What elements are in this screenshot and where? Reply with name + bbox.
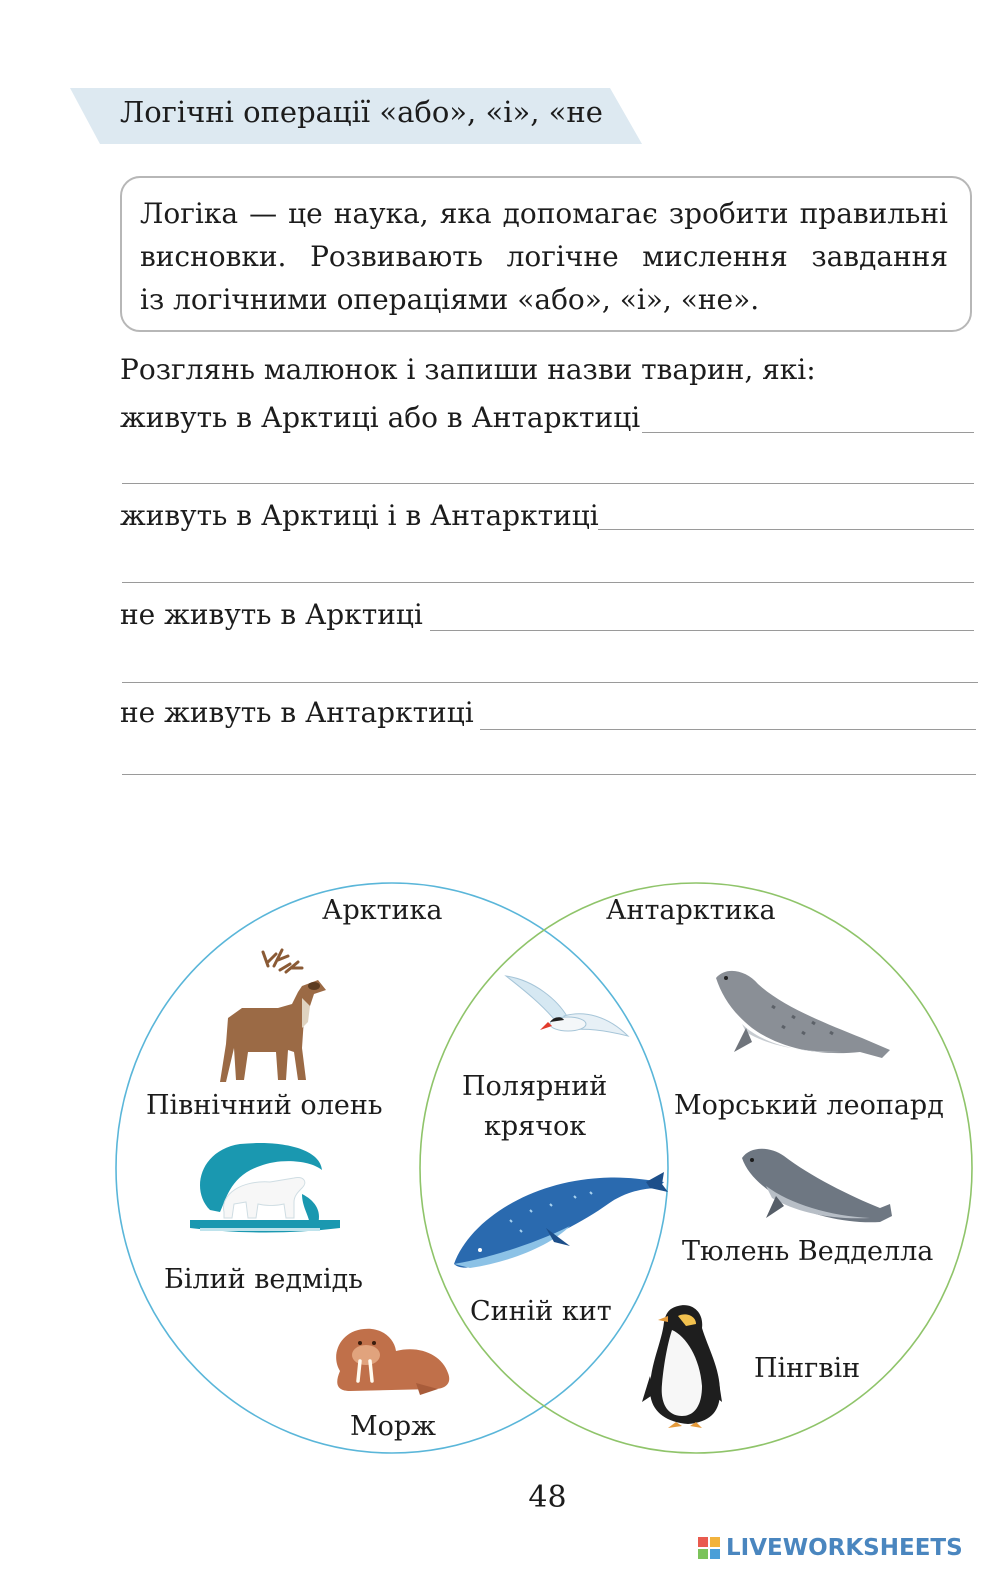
page-number: 48 bbox=[528, 1480, 567, 1515]
penguin-icon bbox=[642, 1305, 722, 1428]
definition-line-2: висновки. Розвивають логічне мислення завдання bbox=[140, 240, 948, 273]
weddell-seal-label: Тюлень Ведделла bbox=[682, 1236, 934, 1267]
polar-bear-label: Білий ведмідь bbox=[164, 1264, 363, 1295]
arctic-tern-icon bbox=[506, 976, 628, 1036]
walrus-icon bbox=[336, 1329, 449, 1395]
definition-line-3: із логічними операціями «або», «і», «не». bbox=[140, 283, 760, 316]
section-title: Логічні операції «або», «і», «не bbox=[120, 95, 603, 129]
prompt-or: живуть в Арктиці або в Антарктиці bbox=[120, 401, 641, 434]
arctic-tern-label-line-2: крячок bbox=[484, 1111, 587, 1142]
liveworksheets-logo bbox=[698, 1532, 994, 1564]
definition-line-1: Логіка — це наука, яка допомагає зробити правильні bbox=[140, 197, 948, 230]
polar-bear-icon bbox=[190, 1143, 340, 1232]
arctic-title: Арктика bbox=[322, 895, 443, 926]
walrus-label: Морж bbox=[350, 1411, 437, 1442]
prompt-and: живуть в Арктиці і в Антарктиці bbox=[120, 499, 599, 532]
blue-whale-label: Синій кит bbox=[470, 1296, 612, 1327]
reindeer-icon bbox=[220, 950, 326, 1082]
blue-whale-icon bbox=[454, 1172, 668, 1268]
penguin-label: Пінгвін bbox=[754, 1353, 861, 1384]
prompt-not-arctic: не живуть в Арктиці bbox=[120, 598, 423, 631]
arctic-tern-label-line-1: Полярний bbox=[462, 1071, 608, 1102]
watermark-text: LIVEWORKSHEETS bbox=[726, 1535, 963, 1561]
logo-grid-icon bbox=[698, 1537, 720, 1559]
task-instruction: Розглянь малюнок і запиши назви тварин, які: bbox=[120, 353, 816, 386]
leopard-seal-icon bbox=[716, 971, 890, 1058]
antarctic-title: Антарктика bbox=[606, 895, 776, 926]
weddell-seal-icon bbox=[742, 1149, 892, 1223]
reindeer-label: Північний олень bbox=[146, 1090, 383, 1121]
leopard-seal-label: Морський леопард bbox=[674, 1090, 944, 1121]
prompt-not-antarctic: не живуть в Антарктиці bbox=[120, 696, 474, 729]
